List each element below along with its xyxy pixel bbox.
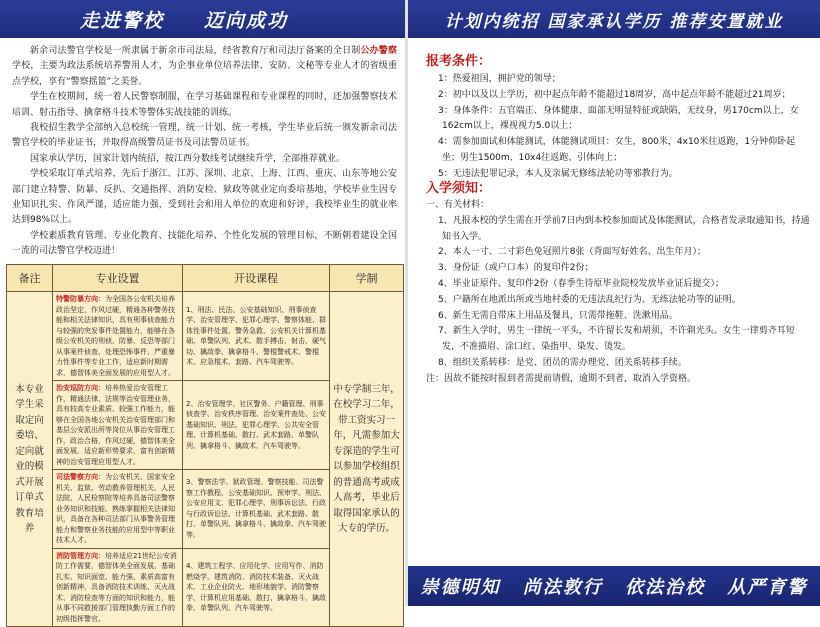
list-item: 3：身体条件：五官端正、身体健康、面部无明显特征或缺陷，无纹身，男170cm以上，女162cm以上，裸视视力5.0以上；	[438, 105, 799, 132]
requirements-title: 报考条件：	[426, 54, 492, 69]
list-item: 1：热爱祖国，拥护党的领导；	[438, 74, 561, 84]
admission-list	[426, 198, 812, 388]
major-desc: ：为公安机关、国家安全机关、监狱、劳动教养管理机关、人民法院、人民检察院等培养具备司法警察业务知识和技能、熟练掌握相关法律知识，具备在各种司法部门从事警务管理能力和警察业务技能的应用型中等职业技术人才。	[56, 473, 175, 544]
intro-paragraph: 我校招生教学全部纳入总校统一管理，统一计划、统一考核，学生毕业后统一颁发新余司法警官学校的毕业证书，并取得高级警员证书及司法警员证书。	[12, 123, 397, 149]
list-item: 6、新生无需自带床上用品及餐具，只需带拖鞋、洗漱用品。	[438, 310, 678, 321]
footer-banner: 崇德明知 尚法敦行 依法治校 从严育警	[408, 566, 820, 606]
major-desc: ：为全国各公安机关培养政治坚定，作风过硬，精通各种警务技能和相关法律知识，具有刑事侦查能力与较强的突发事件处置能力，能够在各级公安机关的刑侦、防暴、反恐等部门从事案件侦查、处理恐怖事件、严重暴力性事件等专业工作，适应新时期需求，德智体美全面发展的应用型人才。	[56, 295, 175, 377]
right-banner: 计划内统招 国家承认学历 推荐安置就业	[408, 0, 820, 38]
duration-cell: 中专学制三年，在校学习二年，带工资实习一年，凡需参加大专深造的学生可以参加学校组织的普通高考或成人高考，毕业后取得国家承认的大专的学历。	[330, 292, 404, 627]
list-item: 4：需参加面试和体能测试，体能测试项目：女生，800米，4x10米往返跑，1分钟仰卧起坐；男生1500m、10x4往返跑、引体向上；	[438, 137, 796, 163]
admission-note: 注：因故不能按时报到者需提前请假，逾期不到者，取消入学资格。	[426, 373, 697, 384]
list-item: 5、户籍所在地派出所或当地村委的无违法乱纪行为、无练法轮功等的证明。	[438, 294, 741, 305]
left-panel	[0, 0, 405, 623]
major-name: 司法警察方向	[56, 473, 98, 481]
header-note: 备注	[7, 265, 53, 292]
major-cell	[53, 381, 183, 470]
major-name: 消防管理方向	[56, 551, 98, 560]
courses-cell: 3、警察法学、狱政管理、警察技能、司法警察工作教程、公安基础知识、预审学、刑法、公安应用文、犯罪心理学、刑事诉讼法、行政与行政诉讼法、计算机基础、武术套路、散打、单警队列、擒拿格斗、擒敌拳、汽车驾驶等。	[183, 470, 330, 549]
school-intro	[12, 44, 397, 260]
list-item: 5：无违法犯罪记录，本人及亲属无修练法轮功等邪教行为。	[438, 168, 678, 179]
admission-heading: 一、有关材料：	[426, 200, 490, 210]
list-item: 1、凡报本校的学生需在开学前7日内到本校参加面试及体能测试，合格者发录取通知书，持通知书入学。	[438, 215, 810, 242]
admission-title: 入学须知：	[426, 181, 492, 196]
list-item: 2：初中以及以上学历，初中起点年龄不能超过18周岁，高中起点年龄不能超过21周岁；	[438, 89, 791, 100]
major-cell	[53, 470, 183, 549]
intro-paragraph: 新余司法警官学校是一所隶属于新余市司法局，经省教育厅和司法厅备案的全日制公办警察学校，主要为政法系统培养警用人才，为企事业单位培养法律、安防、文秘等专业人才的省级重点学校，享有“警察摇篮”之美誉。	[12, 46, 397, 87]
header-courses: 开设课程	[183, 265, 330, 292]
intro-paragraph: 学校采取订单式培养，先后于浙江、江苏、深圳、北京、上海、江西、重庆、山东等地公安部门建立特警、防暴、反扒、交通指挥、消防安检、狱政等就业定向委培基地，学校毕业生因专业知识扎实、作风严谨，适应能力强，受到社会和用人单位的欢迎和好评，我校毕业生的就业率达到98%以上。	[12, 169, 397, 226]
intro-paragraph: 学校素质教育管理、专业化教育、技能化培养、个性化发展的管理目标，不断朝着建设全国一流的司法警官学校迈进！	[12, 230, 397, 257]
major-cell	[53, 292, 183, 381]
left-banner	[0, 0, 405, 38]
note-cell: 本专业学生采取定向委培、定向就业的模式开展订单式教育培养	[7, 292, 53, 627]
list-item: 4、毕业证原件、复印件2份（春季生待原毕业院校发放毕业证后提交）；	[438, 278, 724, 289]
left-banner-part2: 迈向成功	[204, 9, 289, 32]
header-duration: 学制	[330, 265, 404, 292]
list-item: 7、新生入学时，男生一律统一平头，不许留长发和胡须，不许剃光头。女生一律剪齐耳短发，不准描眉、涂口红、染指甲、染发、烫发。	[438, 326, 795, 353]
requirements-list	[426, 72, 812, 183]
list-item: 8、组织关系转移：是党、团员的需办理党、团关系转移手续。	[438, 357, 687, 368]
courses-cell: 2、治安管理学、社区警务、户籍管理、刑事侦查学、治安秩序管理、治安案件查处、公安基础知识、刑法、犯罪心理学、公共安全管理、计算机基础、散打、武术套路、单警队列、擒拿格斗、擒敌术、汽车驾驶等。	[183, 381, 330, 470]
table-header-row	[7, 265, 404, 292]
intro-paragraph: 国家承认学历，国家计划内统招，按江西分数线考试继续升学，全部推荐就业。	[30, 153, 346, 164]
panel-divider	[405, 0, 408, 606]
major-name: 特警防暴方向	[56, 295, 98, 303]
list-item: 3、身份证（或户口本）的复印件2份；	[438, 263, 594, 274]
table-row	[7, 292, 404, 381]
intro-paragraph: 学生在校期间，统一着人民警察制服，在学习基础课程和专业课程的同时，还加强警察技术培训、射击指导、擒拿格斗技术等警体实战技能的训练。	[12, 92, 397, 118]
left-banner-part1: 走进警校	[80, 9, 165, 32]
header-major: 专业设置	[53, 265, 183, 292]
course-table	[6, 264, 404, 627]
major-cell	[53, 548, 183, 627]
major-name: 治安巡防方向	[56, 384, 98, 392]
courses-cell: 4、建筑工程学、应用化学、应用写作、消防燃烧学、建筑消防、消防技术装备、灭火战术、工业企业防火、地形地貌学、消防警察学、计算机应用基础、散打、擒拿格斗、擒敌拳、单警队列、汽车驾驶等。	[183, 548, 330, 627]
major-desc: ：培养热爱治安管理工作，精通法律、法规等治安管理业务，具有较高专业素质、较强工作能力，能够在全国各地公安机关治安管理部门和基层公安派出所等岗位从事治安管理工作，政治合格，作风过硬，德智体美全面发展，适应新形势要求，富有创新精神的治安管理应用型人才。	[56, 384, 175, 466]
highlight-text: 公办警察	[360, 46, 397, 56]
list-item: 2、本人一寸、二寸彩色免冠照片8张（背面写好姓名、出生年月）；	[438, 247, 706, 258]
courses-cell: 1、刑法、民法、公安基础知识、刑事侦查学、治安管理学、犯罪心理学、警察体能、群体性事件处置、警务急救、公安机关计算机基础、单警队列、武术、散手搏击、射击、硬气功、擒敌拳、擒拿格斗、警棍警戒术、警棍术、应急棍术、套路、汽车驾驶等。	[183, 292, 330, 381]
major-desc: ：培养适应21世纪公安消防工作需要，德智体美全面发展，基础扎实、知识面宽、能力强、素质高富有创新精神，具备消防技术训练、灭火战术、消防检查等方面的知识和能力，能从事不同救援部门管理执勤方面工作的初级指挥警官。	[56, 551, 177, 623]
